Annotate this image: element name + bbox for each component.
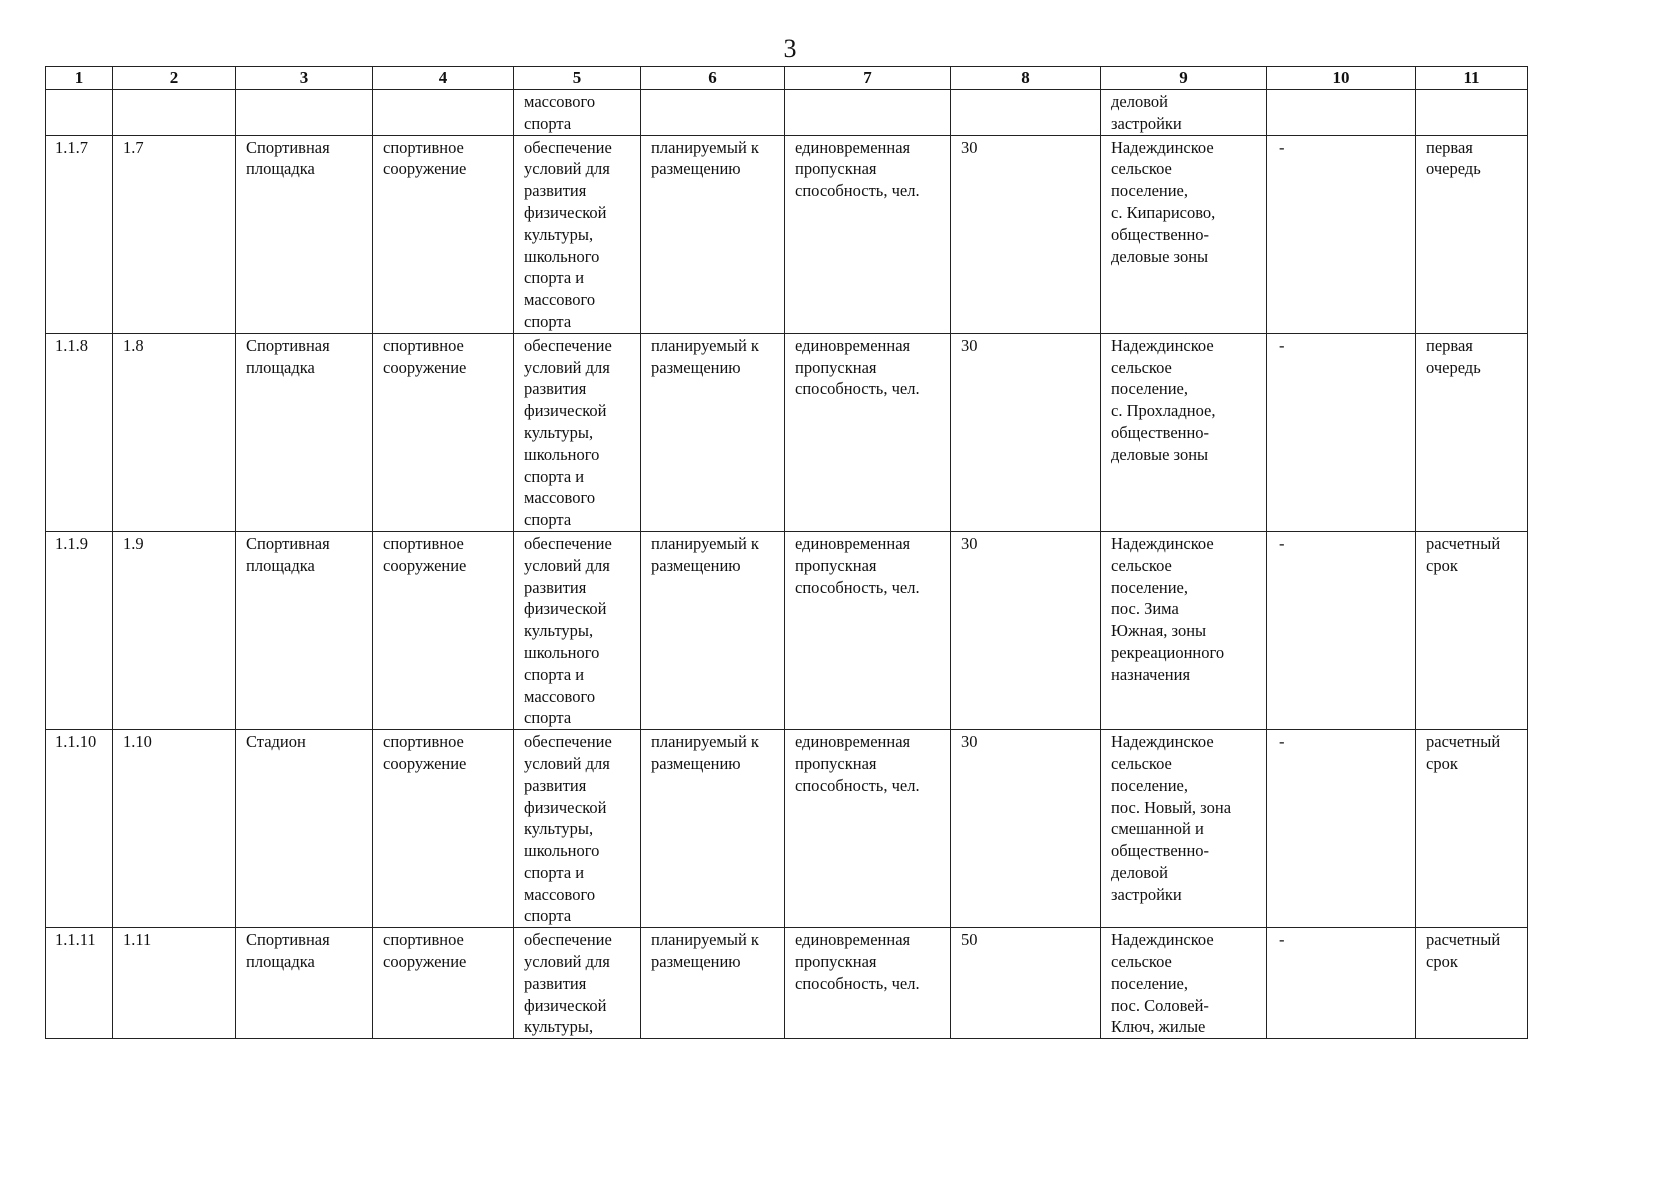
table-cell: Спортивная площадка — [236, 333, 373, 531]
column-header: 3 — [236, 67, 373, 90]
table-cell: расчетный срок — [1416, 730, 1528, 928]
table-cell: Спортивная площадка — [236, 135, 373, 333]
table-cell: Надеждинское сельское поселение, пос. Зима Южная, зоны рекреационного назначения — [1101, 531, 1267, 729]
table-cell: спортивное сооружение — [373, 730, 514, 928]
table-cell: единовременная пропускная способность, чел. — [785, 135, 951, 333]
document-table — [45, 66, 1528, 1039]
table-cell: спортивное сооружение — [373, 135, 514, 333]
table-cell: Надеждинское сельское поселение, пос. Новый, зона смешанной и общественно- деловой застройки — [1101, 730, 1267, 928]
table-cell: Надеждинское сельское поселение, пос. Соловей- Ключ, жилые — [1101, 928, 1267, 1039]
table-cell: Спортивная площадка — [236, 928, 373, 1039]
column-header: 8 — [951, 67, 1101, 90]
table-cell: единовременная пропускная способность, чел. — [785, 928, 951, 1039]
table-cell: 30 — [951, 135, 1101, 333]
table-cell: обеспечение условий для развития физической культуры, школьного спорта и массового спорта — [514, 135, 641, 333]
table-cell — [1416, 90, 1528, 136]
table-cell — [373, 90, 514, 136]
table-cell: планируемый к размещению — [641, 333, 785, 531]
table-cell — [46, 90, 113, 136]
table-cell — [951, 90, 1101, 136]
table-cell: 1.9 — [113, 531, 236, 729]
table-cell: планируемый к размещению — [641, 730, 785, 928]
table-cell: обеспечение условий для развития физической культуры, школьного спорта и массового спорта — [514, 531, 641, 729]
table-row — [46, 333, 1528, 531]
table-cell: 1.7 — [113, 135, 236, 333]
table-cell: 1.1.7 — [46, 135, 113, 333]
table-cell: 1.1.9 — [46, 531, 113, 729]
table-cell: - — [1267, 135, 1416, 333]
table-cell: 1.1.10 — [46, 730, 113, 928]
header-row — [46, 67, 1528, 90]
table-cell: Спортивная площадка — [236, 531, 373, 729]
table-cell — [113, 90, 236, 136]
table-cell: обеспечение условий для развития физической культуры, школьного спорта и массового спорта — [514, 333, 641, 531]
table-cell: 1.10 — [113, 730, 236, 928]
table-row — [46, 730, 1528, 928]
table-cell: единовременная пропускная способность, чел. — [785, 730, 951, 928]
table-cell: Надеждинское сельское поселение, с. Прохладное, общественно- деловые зоны — [1101, 333, 1267, 531]
table-row — [46, 531, 1528, 729]
table-cell: планируемый к размещению — [641, 531, 785, 729]
table-cell: 1.1.8 — [46, 333, 113, 531]
column-header: 11 — [1416, 67, 1528, 90]
table-cell: деловой застройки — [1101, 90, 1267, 136]
table-cell: единовременная пропускная способность, чел. — [785, 531, 951, 729]
table-cell — [641, 90, 785, 136]
table-cell: Надеждинское сельское поселение, с. Кипарисово, общественно- деловые зоны — [1101, 135, 1267, 333]
table-cell: - — [1267, 333, 1416, 531]
column-header: 1 — [46, 67, 113, 90]
table-cell: 1.8 — [113, 333, 236, 531]
table-cell: расчетный срок — [1416, 928, 1528, 1039]
table-row — [46, 135, 1528, 333]
table-cell: единовременная пропускная способность, чел. — [785, 333, 951, 531]
page-number: 3 — [783, 34, 797, 63]
column-header: 7 — [785, 67, 951, 90]
table-cell: спортивное сооружение — [373, 928, 514, 1039]
column-header: 6 — [641, 67, 785, 90]
table-cell: первая очередь — [1416, 135, 1528, 333]
table-cell: - — [1267, 730, 1416, 928]
table-cell: массового спорта — [514, 90, 641, 136]
column-header: 9 — [1101, 67, 1267, 90]
table-cell: 50 — [951, 928, 1101, 1039]
table-cell: планируемый к размещению — [641, 135, 785, 333]
table-cell: - — [1267, 928, 1416, 1039]
table-cell: Стадион — [236, 730, 373, 928]
column-header: 10 — [1267, 67, 1416, 90]
table-cell: 30 — [951, 730, 1101, 928]
table-cell: спортивное сооружение — [373, 333, 514, 531]
table-cell: планируемый к размещению — [641, 928, 785, 1039]
table-cell: первая очередь — [1416, 333, 1528, 531]
table-cell — [236, 90, 373, 136]
table-cell: расчетный срок — [1416, 531, 1528, 729]
table-row — [46, 928, 1528, 1039]
table-cell: обеспечение условий для развития физической культуры, — [514, 928, 641, 1039]
table-cell: 1.11 — [113, 928, 236, 1039]
table-cell: 30 — [951, 333, 1101, 531]
column-header: 2 — [113, 67, 236, 90]
table-cell: спортивное сооружение — [373, 531, 514, 729]
table-cell: 1.1.11 — [46, 928, 113, 1039]
continuation-row — [46, 90, 1528, 136]
table-cell — [785, 90, 951, 136]
table-cell: - — [1267, 531, 1416, 729]
column-header: 5 — [514, 67, 641, 90]
table-cell: обеспечение условий для развития физической культуры, школьного спорта и массового спорта — [514, 730, 641, 928]
column-header: 4 — [373, 67, 514, 90]
table-cell: 30 — [951, 531, 1101, 729]
table-cell — [1267, 90, 1416, 136]
